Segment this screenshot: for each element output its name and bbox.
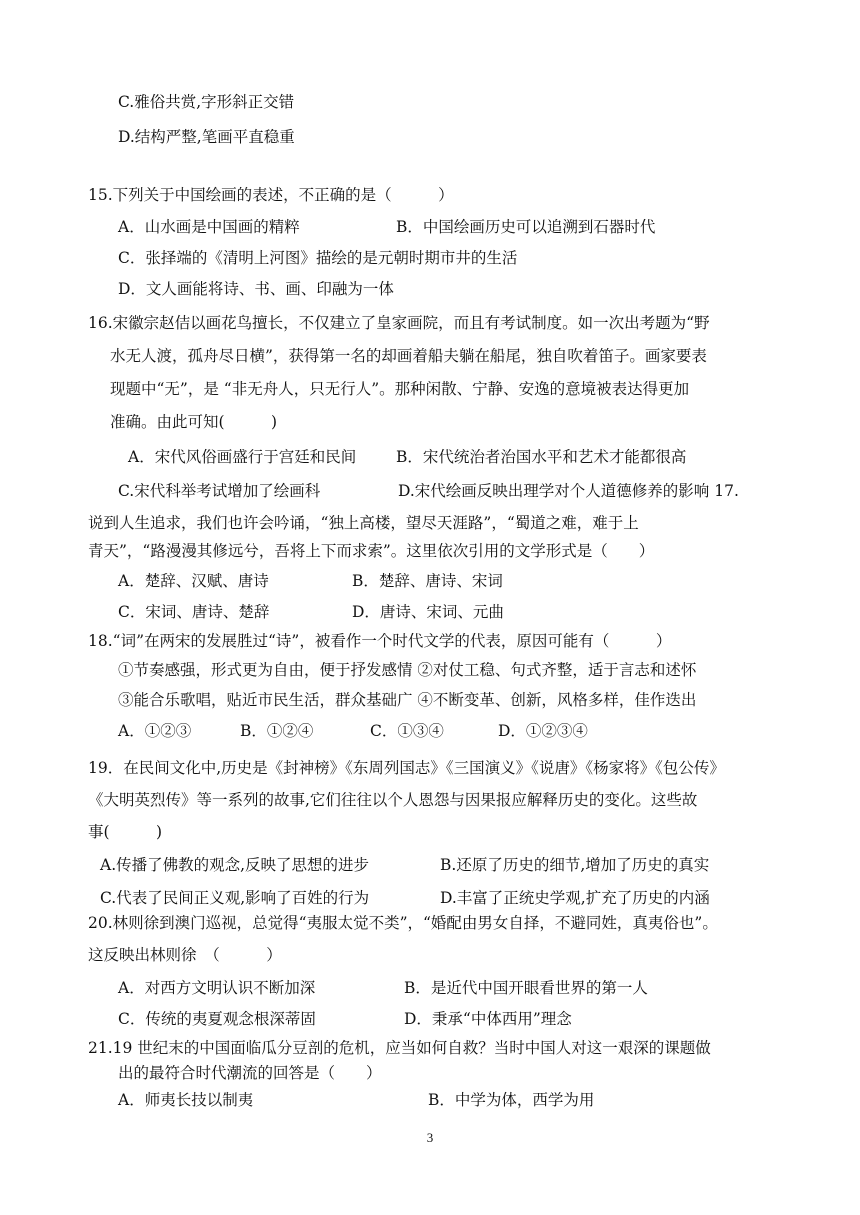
q14-option-c: C.雅俗共赏,字形斜正交错 (118, 93, 295, 111)
q16-option-d: D.宋代绘画反映出理学对个人道德修养的影响 17. (398, 482, 739, 500)
q21-option-b: B．中学为体，西学为用 (428, 1091, 595, 1109)
q16-stem-line1: 16.宋徽宗赵佶以画花鸟擅长，不仅建立了皇家画院，而且有考试制度。如一次出考题为“野 (88, 314, 710, 332)
q15-stem: 15.下列关于中国绘画的表述，不正确的是（ ） (88, 186, 454, 204)
q19-stem-line3: 事( ) (88, 823, 163, 841)
q15-option-b: B．中国绘画历史可以追溯到石器时代 (396, 218, 656, 236)
q17-option-c: C．宋词、唐诗、楚辞 (118, 603, 270, 621)
q19-option-a: A.传播了佛教的观念,反映了思想的进步 (100, 856, 370, 874)
q20-option-d: D．秉承“中体西用”理念 (404, 1010, 572, 1028)
q21-option-a: A．师夷长技以制夷 (118, 1091, 254, 1109)
q20-stem-line1: 20.林则徐到澳门巡视，总觉得“夷服太觉不类”，“婚配由男女自择，不避同姓，真夷俗也”。 (88, 914, 718, 932)
q15-option-d: D．文人画能将诗、书、画、印融为一体 (118, 280, 394, 298)
q16-option-b: B．宋代统治者治国水平和艺术才能都很高 (396, 448, 687, 466)
q16-option-c: C.宋代科举考试增加了绘画科 (118, 482, 321, 500)
q17-stem-line2: 青天”，“路漫漫其修远兮，吾将上下而求索”。这里依次引用的文学形式是（ ） (88, 542, 655, 560)
q18-stem: 18.“词”在两宋的发展胜过“诗”，被看作一个时代文学的代表，原因可能有（ ） (88, 632, 672, 650)
q14-option-d: D.结构严整,笔画平直稳重 (118, 128, 295, 146)
q20-option-c: C．传统的夷夏观念根深蒂固 (118, 1010, 316, 1028)
q18-statements-1-2: ①节奏感强，形式更为自由，便于抒发感情 ②对仗工稳、句式齐整，适于言志和述怀 (118, 661, 697, 679)
q21-stem-line1: 21.19 世纪末的中国面临瓜分豆剖的危机，应当如何自救？当时中国人对这一艰深的课题做 (88, 1039, 711, 1057)
q21-stem-line2: 出的最符合时代潮流的回答是（ ） (118, 1064, 382, 1082)
q17-stem-line1: 说到人生追求，我们也许会吟诵，“独上高楼，望尽天涯路”，“蜀道之难，难于上 (88, 514, 639, 532)
q18-option-c: C．①③④ (370, 722, 444, 740)
q16-stem-line4: 准确。由此可知( ) (110, 413, 278, 431)
q19-option-b: B.还原了历史的细节,增加了历史的真实 (440, 856, 710, 874)
q15-option-c: C．张择端的《清明上河图》描绘的是元朝时期市井的生活 (118, 249, 518, 267)
page-number: 3 (426, 1130, 434, 1145)
q20-option-b: B．是近代中国开眼看世界的第一人 (404, 979, 648, 997)
q17-option-b: B．楚辞、唐诗、宋词 (352, 572, 503, 590)
q20-option-a: A．对西方文明认识不断加深 (118, 979, 316, 997)
q20-stem-line2: 这反映出林则徐 （ ） (88, 946, 282, 964)
q18-option-a: A．①②③ (118, 722, 192, 740)
q19-option-c: C.代表了民间正义观,影响了百姓的行为 (100, 889, 370, 907)
q16-stem-line2: 水无人渡，孤舟尽日横”，获得第一名的却画着船夫躺在船尾，独自吹着笛子。画家要表 (110, 347, 707, 365)
q18-option-d: D．①②③④ (498, 722, 588, 740)
q17-option-a: A．楚辞、汉赋、唐诗 (118, 572, 269, 590)
q16-option-a: A．宋代风俗画盛行于宫廷和民间 (128, 448, 357, 466)
q18-option-b: B．①②④ (240, 722, 314, 740)
q19-stem-line2: 《大明英烈传》等一系列的故事,它们往往以个人恩怨与因果报应解释历史的变化。这些故 (88, 791, 698, 809)
q15-option-a: A．山水画是中国画的精粹 (118, 218, 300, 236)
q17-option-d: D．唐诗、宋词、元曲 (352, 603, 504, 621)
q16-stem-line3: 现题中“无”，是 “非无舟人，只无行人”。那种闲散、宁静、安逸的意境被表达得更加 (110, 380, 690, 398)
q19-stem-line1: 19．在民间文化中,历史是《封神榜》《东周列国志》《三国演义》《说唐》《杨家将》《包公传》 (88, 759, 725, 777)
q19-option-d: D.丰富了正统史学观,扩充了历史的内涵 (440, 889, 710, 907)
q18-statements-3-4: ③能合乐歌唱，贴近市民生活，群众基础广 ④不断变革、创新，风格多样，佳作迭出 (118, 691, 697, 709)
